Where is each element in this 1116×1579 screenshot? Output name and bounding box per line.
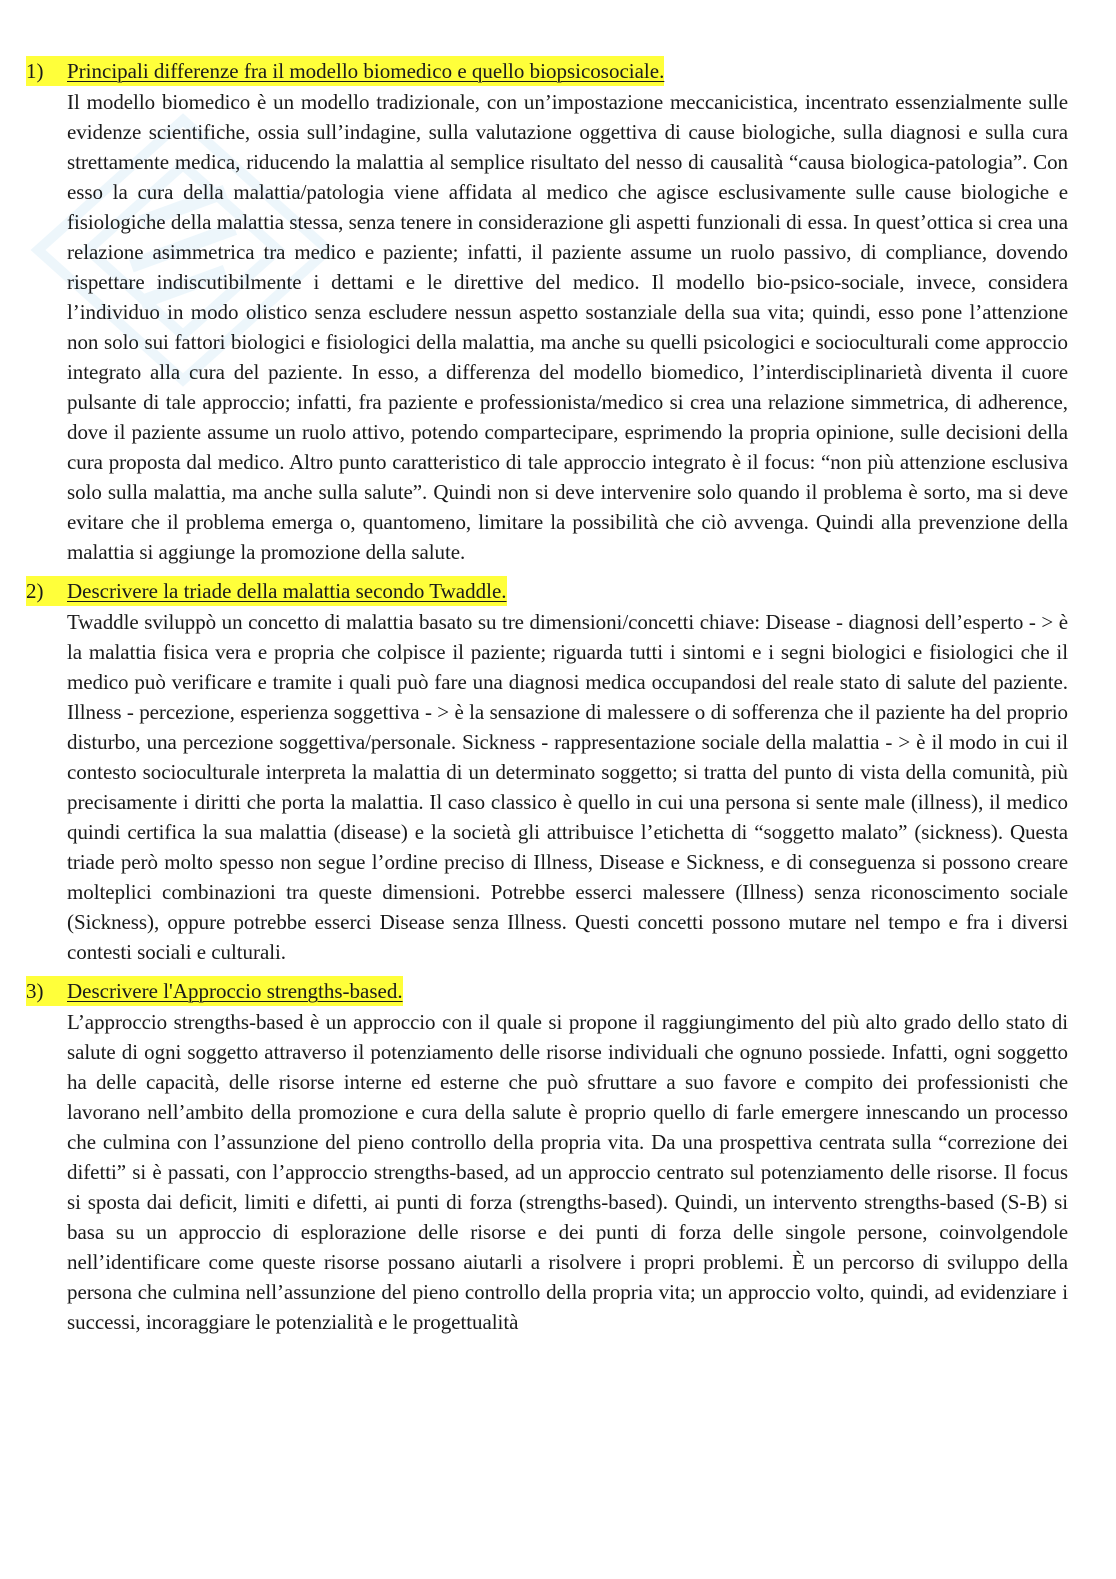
question-section-1 [26,56,1068,567]
document-content [26,56,1068,1346]
question-number: 2) [26,576,67,606]
question-title: Descrivere la triade della malattia secondo Twaddle. [67,576,507,606]
question-number: 3) [26,976,67,1006]
answer-paragraph: Il modello biomedico è un modello tradizionale, con un’impostazione meccanicistica, incentrato essenzialmente sulle evidenze scientifiche, ossia sull’indagine, sulla valutazione oggettiva di cause biologiche, sulla diagnosi e sulla cura strettamente medica, riducendo la malattia al semplice risultato del nesso di causalità “causa biologica-patologia”. Con esso la cura della malattia/patologia viene affidata al medico che agisce esclusivamente sulle cause biologiche e fisiologiche della malattia stessa, senza tenere in considerazione gli aspetti funzionali di essa. In quest’ottica si crea una relazione asimmetrica tra medico e paziente; infatti, il paziente assume un ruolo passivo, di compliance, dovendo rispettare indiscutibilmente i dettami e le direttive del medico. Il modello bio-psico-sociale, invece, considera l’individuo in modo olistico senza escludere nessun aspetto sostanziale della sua vita; quindi, esso pone l’attenzione non solo sui fattori biologici e fisiologici della malattia, ma anche su quelli psicologici e socioculturali come approccio integrato alla cura del paziente. In esso, a differenza del modello biomedico, l’interdisciplinarietà diventa il cuore pulsante di tale approccio; infatti, fra paziente e professionista/medico si crea una relazione simmetrica, di adherence, dove il paziente assume un ruolo attivo, potendo compartecipare, esprimendo la propria opinione, sulle decisioni della cura proposta dal medico. Altro punto caratteristico di tale approccio integrato è il focus: “non più attenzione esclusiva solo sulla malattia, ma anche sulla salute”. Quindi non si deve intervenire solo quando il problema è sorto, ma si deve evitare che il problema emerga o, quantomeno, limitare la possibilità che ciò avvenga. Quindi alla prevenzione della malattia si aggiunge la promozione della salute. [67,90,1068,564]
question-title: Principali differenze fra il modello biomedico e quello biopsicosociale. [67,56,664,86]
question-heading-3 [26,976,1068,1006]
question-section-3 [26,976,1068,1337]
question-number: 1) [26,56,67,86]
question-title: Descrivere l'Approccio strengths-based. [67,976,403,1006]
answer-paragraph: Twaddle sviluppò un concetto di malattia basato su tre dimensioni/concetti chiave: Disease - diagnosi dell’esperto - > è la malattia fisica vera e propria che colpisce il paziente; riguarda tutti i sintomi e i segni biologici e fisiologici che il medico può verificare e tramite i quali può fare una diagnosi medica occupandosi del reale stato di salute del paziente. Illness - percezione, esperienza soggettiva - > è la sensazione di malessere o di sofferenza che il paziente ha del proprio disturbo, una percezione soggettiva/personale. Sickness - rappresentazione sociale della malattia - > è il modo in cui il contesto socioculturale interpreta la malattia di un determinato soggetto; si tratta del punto di vista della comunità, più precisamente i diritti che porta la malattia. Il caso classico è quello in cui una persona si sente male (illness), il medico quindi certifica la sua malattia (disease) e la società gli attribuisce l’etichetta di “soggetto malato” (sickness). Questa triade però molto spesso non segue l’ordine preciso di Illness, Disease e Sickness, e di conseguenza si possono creare molteplici combinazioni tra queste dimensioni. Potrebbe esserci malessere (Illness) senza riconoscimento sociale (Sickness), oppure potrebbe esserci Disease senza Illness. Questi concetti possono mutare nel tempo e fra i diversi contesti sociali e culturali. [67,610,1068,964]
answer-paragraph: L’approccio strengths-based è un approccio con il quale si propone il raggiungimento del più alto grado dello stato di salute di ogni soggetto attraverso il potenziamento delle risorse individuali che ognuno possiede. Infatti, ogni soggetto ha delle capacità, delle risorse interne ed esterne che può sfruttare a suo favore e compito dei professionisti che lavorano nell’ambito della promozione e cura della salute è proprio quello di farle emergere innescando un processo che culmina con l’assunzione del pieno controllo della propria vita. Da una prospettiva centrata sulla “correzione dei difetti” si è passati, con l’approccio strengths-based, ad un approccio centrato sul potenziamento delle risorse. Il focus si sposta dai deficit, limiti e difetti, ai punti di forza (strengths-based). Quindi, un intervento strengths-based (S-B) si basa su un approccio di esplorazione delle risorse e dei punti di forza delle singole persone, coinvolgendole nell’identificare come queste risorse possano aiutarli a risolvere i propri problemi. È un percorso di sviluppo della persona che culmina nell’assunzione del pieno controllo della propria vita; un approccio volto, quindi, ad evidenziare i successi, incoraggiare le potenzialità e le progettualità [67,1010,1068,1334]
question-heading-2 [26,576,1068,606]
question-heading-1 [26,56,1068,86]
question-section-2 [26,576,1068,967]
